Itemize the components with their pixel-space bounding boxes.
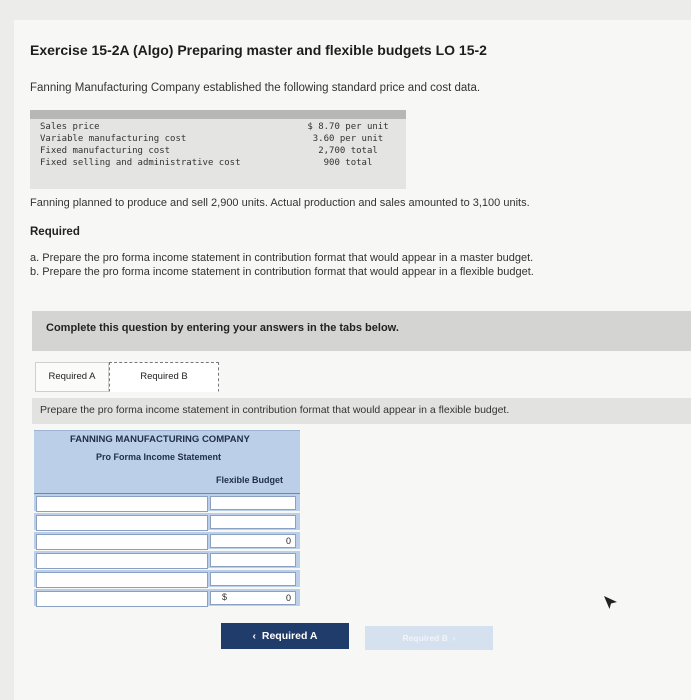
next-button-label: Required B: [402, 633, 448, 643]
exercise-intro: Fanning Manufacturing Company established the following standard price and cost data.: [30, 82, 481, 94]
statement-row: [34, 589, 300, 606]
statement-row: [34, 494, 300, 511]
row-value-input[interactable]: [210, 553, 296, 567]
chevron-left-icon: ‹: [252, 630, 257, 642]
statement-row: [34, 570, 300, 587]
data-value: $ 8.70 per unit: [307, 122, 389, 132]
income-statement: [34, 430, 300, 608]
company-name: FANNING MANUFACTURING COMPANY: [70, 434, 250, 445]
data-value: 3.60 per unit: [312, 134, 384, 144]
column-header-label: Flexible Budget: [216, 475, 284, 485]
statement-row: [34, 513, 300, 530]
prev-button-label: Required A: [261, 630, 318, 642]
row-label-input[interactable]: [36, 534, 208, 550]
required-item-b: b. Prepare the pro forma income statement in contribution format that would appear in a flexible budget.: [30, 266, 534, 278]
statement-subtitle: Pro Forma Income Statement: [96, 452, 222, 462]
row-value-computed: 0: [210, 534, 296, 548]
data-label: Sales price: [40, 122, 100, 132]
prev-required-a-button[interactable]: [221, 623, 349, 649]
row-label-input[interactable]: [36, 572, 208, 588]
row-value-input[interactable]: [210, 572, 296, 586]
prompt-text: Prepare the pro forma income statement in contribution format that would appear in a flexible budget.: [40, 404, 510, 416]
row-label-input[interactable]: [36, 515, 208, 531]
row-label-input[interactable]: [36, 553, 208, 569]
row-value-input[interactable]: [210, 515, 296, 529]
data-row-variable-manufacturing: [40, 134, 396, 146]
data-label: Variable manufacturing cost: [40, 134, 187, 144]
data-value: 2,700 total: [318, 146, 378, 156]
column-header: [34, 473, 300, 494]
data-row-fixed-manufacturing: [40, 146, 396, 158]
tab-required-b[interactable]: Required B: [109, 362, 219, 392]
required-item-a: a. Prepare the pro forma income statement in contribution format that would appear in a master budget.: [30, 252, 534, 264]
data-label: Fixed selling and administrative cost: [40, 158, 241, 168]
instruction-bar: [32, 311, 691, 351]
tab-required-a[interactable]: Required A: [35, 362, 109, 392]
mouse-cursor-icon: [602, 594, 620, 612]
row-label-input[interactable]: [36, 591, 208, 607]
row-label-input[interactable]: [36, 496, 208, 512]
statement-row: [34, 551, 300, 568]
exercise-title: Exercise 15-2A (Algo) Preparing master and flexible budgets LO 15-2: [30, 42, 487, 58]
prompt-bar: [32, 398, 691, 424]
data-value: 900 total: [323, 158, 373, 168]
data-row-fixed-selling-admin: [40, 158, 396, 170]
row-value-computed: 0: [210, 591, 296, 605]
row-value-input[interactable]: [210, 496, 296, 510]
required-heading: Required: [30, 226, 80, 238]
plan-text: Fanning planned to produce and sell 2,900 units. Actual production and sales amounted to 3,100 units.: [30, 197, 530, 209]
statement-header: [34, 430, 300, 473]
next-required-b-button: [365, 626, 493, 650]
instruction-text: Complete this question by entering your answers in the tabs below.: [46, 322, 399, 334]
currency-symbol: $: [222, 592, 228, 602]
chevron-right-icon: ›: [452, 633, 456, 643]
standard-data-table: [30, 110, 406, 189]
data-row-sales-price: [40, 122, 396, 134]
data-label: Fixed manufacturing cost: [40, 146, 171, 156]
statement-row: [34, 532, 300, 549]
